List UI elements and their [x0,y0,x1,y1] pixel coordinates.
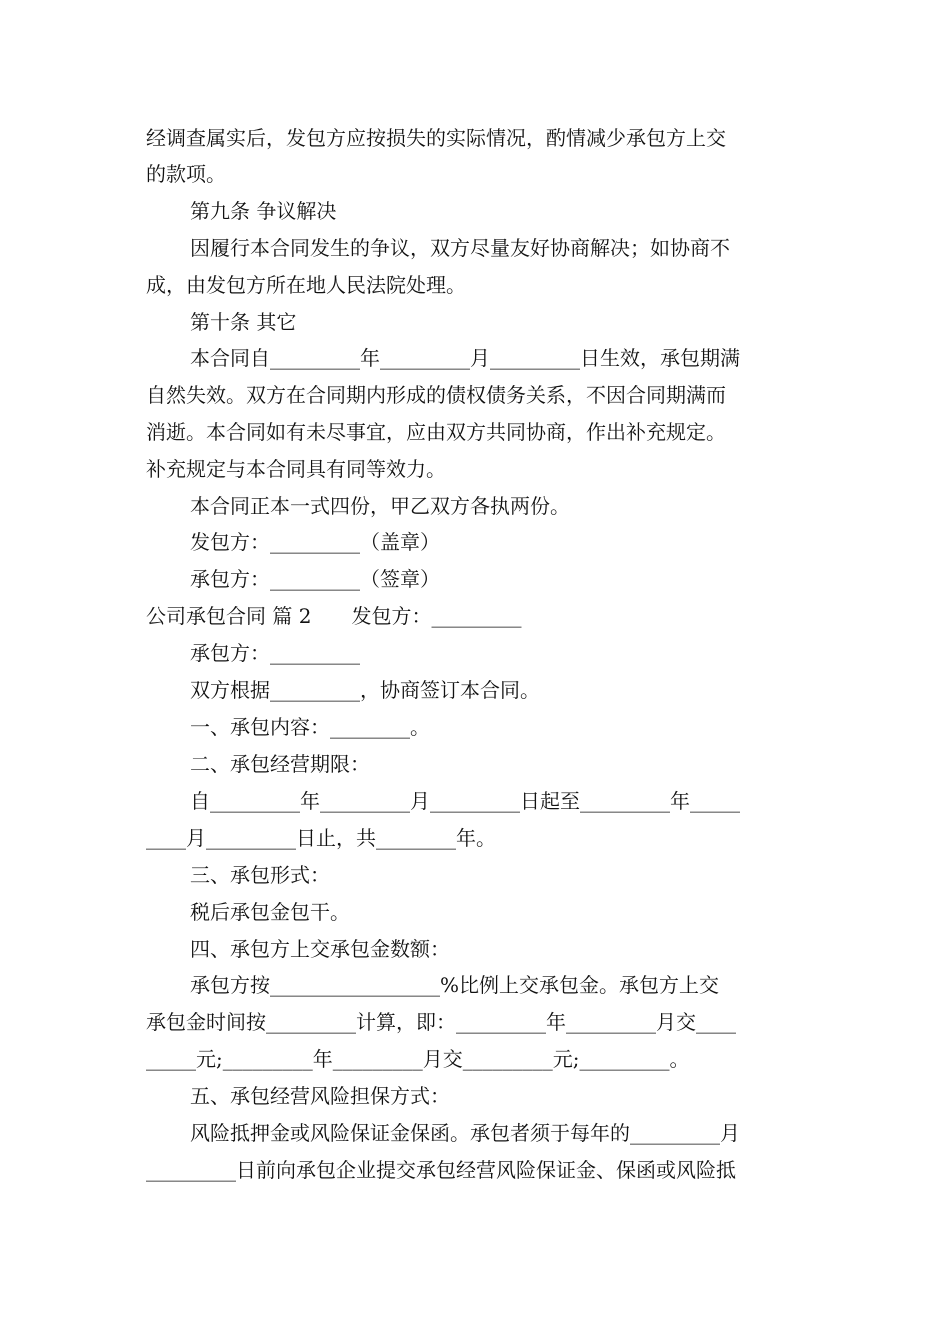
contract-title-line: 公司承包合同 篇 2 发包方：_________ [146,604,522,628]
text-line: 双方根据_________，协商签订本合同。 [190,678,540,702]
section-heading: 一、承包内容：________。 [190,715,430,739]
text-line: 因履行本合同发生的争议，双方尽量友好协商解决；如协商不 [190,236,730,260]
text-line: 税后承包金包干。 [190,900,350,924]
text-line: 本合同自_________年_________月_________日生效，承包期满 [190,346,740,370]
text-line: _____元;_________年_________月交_________元;_________。 [146,1047,690,1071]
text-line: 自_________年_________月_________日起至_________年_____ [190,789,740,813]
text-line: 本合同正本一式四份，甲乙双方各执两份。 [190,494,570,518]
signature-line: 发包方：_________（盖章） [190,530,440,554]
text-line: 经调查属实后，发包方应按损失的实际情况，酌情减少承包方上交 [146,126,726,150]
text-line: 自然失效。双方在合同期内形成的债权债务关系，不因合同期满而 [146,383,726,407]
section-heading: 四、承包方上交承包金数额： [190,937,450,961]
text-line: ____月_________日止，共________年。 [146,826,496,850]
section-heading: 第九条 争议解决 [190,199,337,223]
text-line: 承包方：_________ [190,641,360,665]
signature-line: 承包方：_________（签章） [190,567,440,591]
text-line: 的款项。 [146,162,226,186]
text-line: 成，由发包方所在地人民法院处理。 [146,273,466,297]
text-line: _________日前向承包企业提交承包经营风险保证金、保函或风险抵 [146,1158,736,1182]
text-line: 承包金时间按_________计算，即：_________年_________月交____ [146,1010,736,1034]
text-line: 补充规定与本合同具有同等效力。 [146,457,446,481]
section-heading: 二、承包经营期限： [190,752,370,776]
text-line: 风险抵押金或风险保证金保函。承包者须于每年的_________月 [190,1121,740,1145]
section-heading: 第十条 其它 [190,310,297,334]
text-line: 承包方按_________________%比例上交承包金。承包方上交 [190,973,720,997]
text-line: 消逝。本合同如有未尽事宜，应由双方共同协商，作出补充规定。 [146,420,726,444]
section-heading: 五、承包经营风险担保方式： [190,1084,450,1108]
section-heading: 三、承包形式： [190,863,330,887]
